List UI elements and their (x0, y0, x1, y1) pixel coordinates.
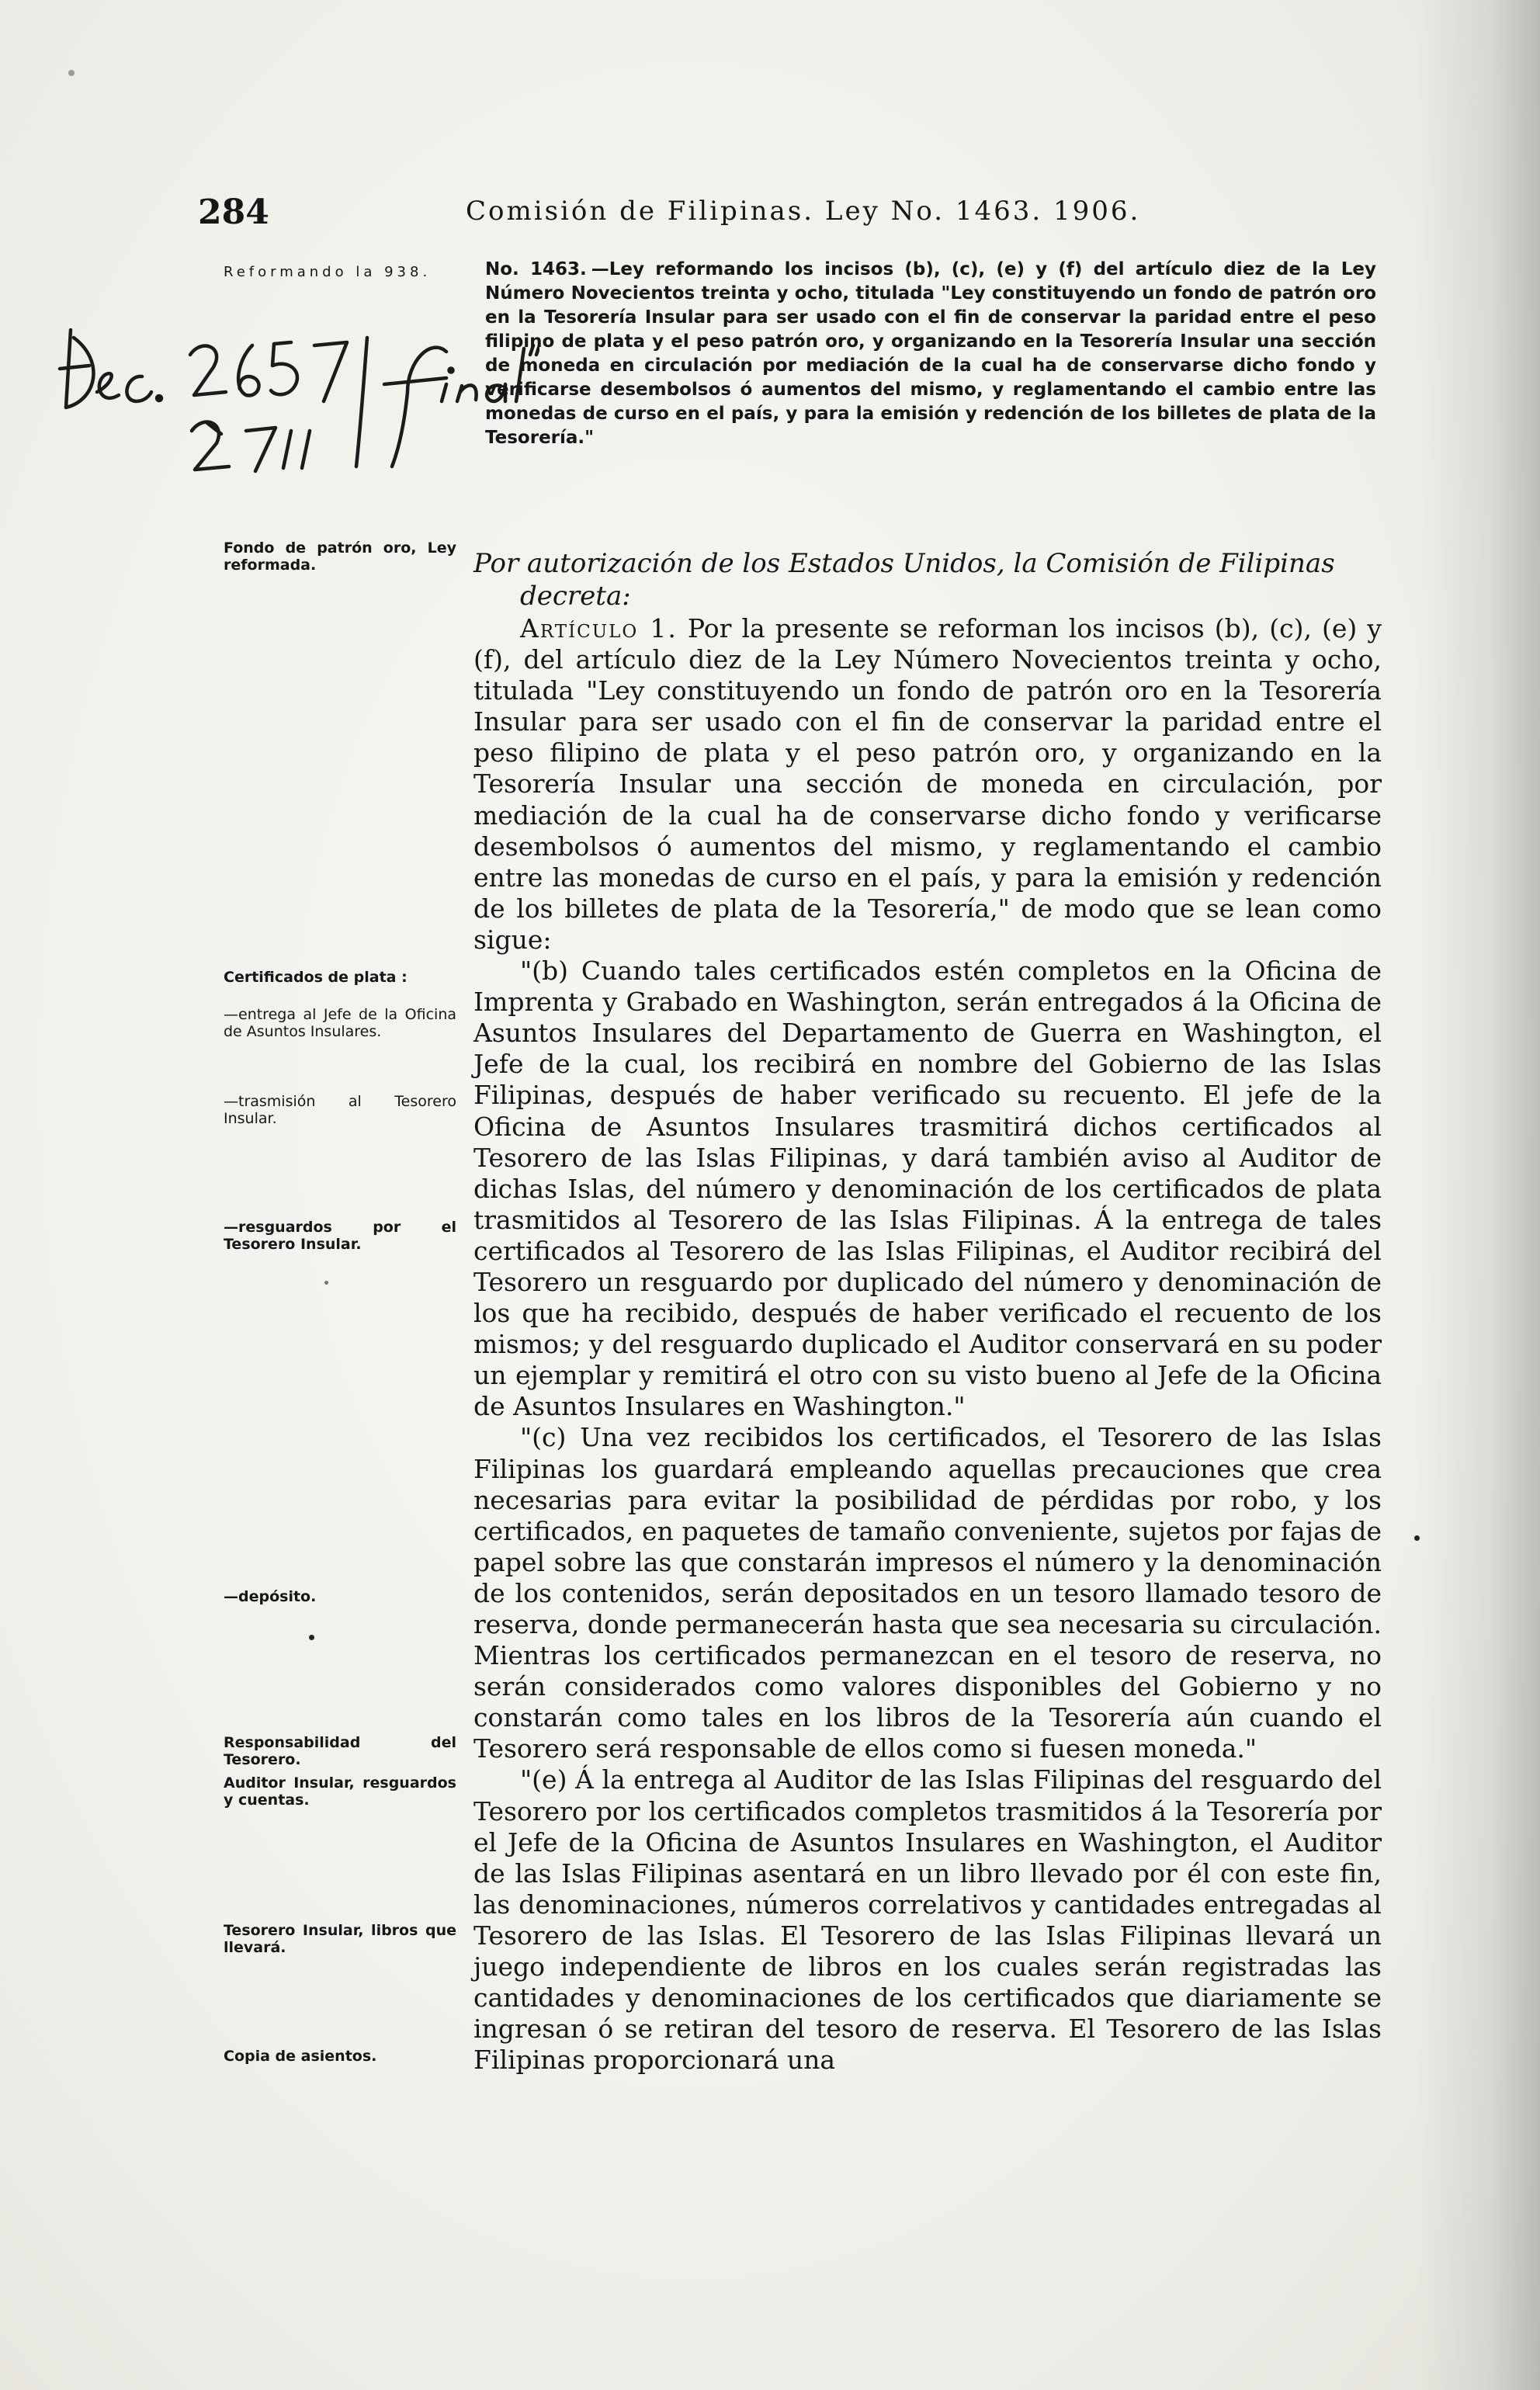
clause-e-paragraph: "(e) Á la entrega al Auditor de las Islas Filipinas del resguardo del Tesorero por los certificados completos trasmitidos á la Tesorería por el Jefe de la Oficina de Asuntos Insulares en Washington, el Auditor de las Islas Filipinas asentará en un libro llevado por él con este fin, las denominaciones, números correlativos y cantidades entregadas al Tesorero de las Islas. El Tesorero de las Islas Filipinas llevará un juego independiente de libros en los cuales serán registradas las cantidades y denominaciones de los certificados que diariamente se ingresan ó se retiran del tesoro de reserva. El Tesorero de las Islas Filipinas proporcionará una (473, 1764, 1382, 2076)
side-note-entrega: —entrega al Jefe de la Oficina de Asuntos Insulares. (224, 1006, 456, 1040)
running-head: Comisión de Filipinas. Ley No. 1463. 1906. (466, 196, 1141, 227)
page-number: 284 (198, 193, 269, 232)
scan-speck (1414, 1535, 1420, 1541)
side-note-auditor: Auditor Insular, resguardos y cuentas. (224, 1774, 456, 1809)
article-1-paragraph: Artículo 1. Por la presente se reforman los incisos (b), (c), (e) y (f), del artículo diez de la Ley Número Novecientos treinta y ocho, titulada "Ley constituyendo un fondo de patrón oro en la Tesorería Insular para ser usado con el fin de conservar la paridad entre el peso filipino de plata y el peso patrón oro, y organizando en la Tesorería Insular una sección de moneda en circulación, por mediación de la cual ha de conservarse dicho fondo y verificarse desembolsos ó aumentos del mismo, y reglamentando el cambio entre las monedas de curso en el país, y para la emisión y redención de los billetes de plata de la Tesorería," de modo que se lean como sigue: (473, 613, 1382, 955)
side-note-resguardos: —resguardos por el Tesorero Insular. (224, 1219, 456, 1253)
side-note-copia: Copia de asientos. (224, 2048, 377, 2065)
scan-speck (68, 70, 75, 76)
scan-speck (309, 1635, 314, 1640)
side-note-deposito: —depósito. (224, 1588, 317, 1605)
decree-line-1: Por autorización de los Estados Unidos, la Comisión de Filipinas (473, 548, 1335, 579)
clause-b-paragraph: "(b) Cuando tales certificados estén completos en la Oficina de Imprenta y Grabado en Washington, serán entregados á la Oficina de Asuntos Insulares del Departamento de Guerra en Washington, el Jefe de la cual, los recibirá en nombre del Gobierno de las Islas Filipinas, después de haber verificado su recuento. El jefe de la Oficina de Asuntos Insulares trasmitirá dichos certificados al Tesorero de las Islas Filipinas, y dará también aviso al Auditor de dichas Islas, del número y denominación de los certificados de plata trasmitidos al Tesorero de las Islas Filipinas. Á la entrega de tales certificados al Tesorero de las Islas Filipinas, el Auditor recibirá del Tesorero un resguardo por duplicado del número y denominación de los que ha recibido, después de haber verificado el recuento de los mismos; y del resguardo duplicado el Auditor conservará en su poder un ejemplar y remitirá el otro con su visto bueno al Jefe de la Oficina de Asuntos Insulares en Washington." (473, 956, 1382, 1422)
article-label: Artículo 1. (520, 613, 678, 643)
article-body (473, 613, 1382, 2076)
decree-line (473, 547, 1382, 612)
side-note-tesorero-libros: Tesorero Insular, libros que llevará. (224, 1922, 456, 1956)
side-note-responsabilidad: Responsabilidad del Tesorero. (224, 1734, 456, 1768)
side-note-certificados: Certificados de plata : (224, 969, 408, 986)
decree-line-2: decreta: (520, 581, 631, 612)
page-edge-shadow (1416, 0, 1540, 2390)
clause-c-paragraph: "(c) Una vez recibidos los certificados, el Tesorero de las Islas Filipinas los guardará empleando aquellas precauciones que crea necesarias para evitar la posibilidad de pérdidas por robo, y los certificados, en paquetes de tamaño conveniente, sujetos por fajas de papel sobre las que constarán impresos el número y la denominación de los contenidos, serán depositados en un tesoro llamado tesoro de reserva, donde permanecerán hasta que sea necesaria su circulación. Mientras los certificados permanezcan en el tesoro de reserva, no serán considerados como valores disponibles del Gobierno y no constarán como tales en los libros de la Tesorería aún cuando el Tesorero será responsable de ellos como si fuesen moneda." (473, 1422, 1382, 1764)
side-note-trasmision: —trasmisión al Tesorero Insular. (224, 1093, 456, 1127)
law-number: No. 1463. (485, 259, 587, 279)
side-note-reformando: Reformando la 938. (224, 264, 432, 280)
law-summary (485, 258, 1376, 450)
page-header (198, 193, 1386, 239)
law-summary-text: —Ley reformando los incisos (b), (c), (e) y (f) del artículo diez de la Ley Número Novecientos treinta y ocho, titulada "Ley constituyendo un fondo de patrón oro en la Tesorería Insular para ser usado con el fin de conservar la paridad entre el peso filipino de plata y el peso patrón oro, y organizando en la Tesorería Insular una sección de moneda en circulación por mediación de la cual ha de conservarse dicho fondo y verificarse desembolsos ó aumentos del mismo, y reglamentando el cambio entre las monedas de curso en el país, y para la emisión y redención de los billetes de plata de la Tesorería." (485, 259, 1377, 448)
side-note-fondo: Fondo de patrón oro, Ley reformada. (224, 539, 456, 574)
handwritten-annotation (43, 314, 539, 477)
scan-speck (324, 1281, 328, 1285)
